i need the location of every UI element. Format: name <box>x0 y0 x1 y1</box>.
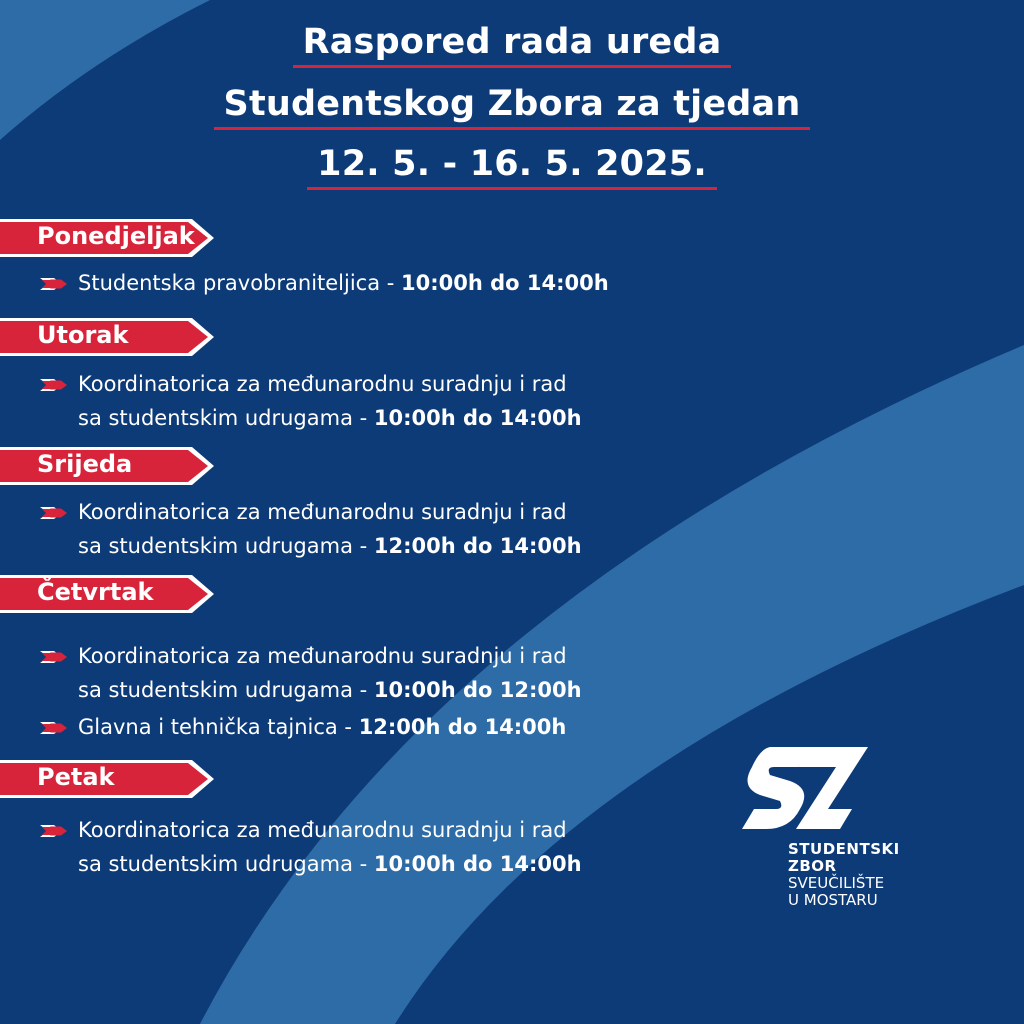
entry-text <box>78 710 740 744</box>
entry-text <box>78 813 740 881</box>
entry-time: 12:00h do 14:00h <box>358 715 567 739</box>
double-chevron-right-icon <box>40 379 70 391</box>
sz-logo <box>738 745 928 915</box>
double-chevron-right-icon <box>40 507 70 519</box>
day-label: Ponedjeljak <box>37 222 195 250</box>
schedule-entry <box>40 266 740 300</box>
double-chevron-right-icon <box>40 825 70 837</box>
entry-text <box>78 367 740 435</box>
entry-line: Koordinatorica za međunarodnu suradnju i rad <box>78 372 567 396</box>
entry-time: 10:00h do 14:00h <box>373 406 582 430</box>
day-label: Srijeda <box>37 450 133 478</box>
entry-text <box>78 266 740 300</box>
entry-time: 10:00h do 14:00h <box>401 271 609 295</box>
double-chevron-right-icon <box>40 651 70 663</box>
entry-line: Glavna i tehnička tajnica - <box>78 715 359 739</box>
entry-line: Koordinatorica za međunarodnu suradnju i rad <box>78 818 567 842</box>
logo-text-zbor: ZBOR <box>788 857 837 875</box>
day-label: Utorak <box>37 321 129 349</box>
entry-text <box>78 639 740 707</box>
entry-line: Koordinatorica za međunarodnu suradnju i rad <box>78 644 567 668</box>
day-tab-1 <box>0 318 216 356</box>
entry-text <box>78 495 740 563</box>
logo-text-mostar: U MOSTARU <box>788 891 878 909</box>
double-chevron-right-icon <box>40 722 70 734</box>
day-label: Petak <box>37 763 115 791</box>
title-line-3: 12. 5. - 16. 5. 2025. <box>0 144 1024 190</box>
double-chevron-right-icon <box>40 278 70 290</box>
title-line-1: Raspored rada ureda <box>0 22 1024 68</box>
schedule-entry <box>40 495 740 563</box>
entry-line: sa studentskim udrugama - <box>78 406 374 430</box>
title-line-2: Studentskog Zbora za tjedan <box>0 84 1024 130</box>
day-tab-0 <box>0 219 216 257</box>
entry-time: 10:00h do 12:00h <box>373 678 582 702</box>
schedule-entry <box>40 710 740 744</box>
entry-time: 12:00h do 14:00h <box>373 534 582 558</box>
day-label: Četvrtak <box>37 578 154 606</box>
day-tab-4 <box>0 760 216 798</box>
logo-text-studentski: STUDENTSKI <box>788 840 900 858</box>
entry-line: sa studentskim udrugama - <box>78 678 374 702</box>
sz-logo-icon <box>740 745 870 831</box>
entry-time: 10:00h do 14:00h <box>373 852 582 876</box>
day-tab-2 <box>0 447 216 485</box>
entry-line: sa studentskim udrugama - <box>78 534 374 558</box>
entry-line: sa studentskim udrugama - <box>78 852 374 876</box>
logo-text-sveuciliste: SVEUČILIŠTE <box>788 874 885 892</box>
schedule-entry <box>40 813 740 881</box>
day-tab-3 <box>0 575 216 613</box>
entry-line: Koordinatorica za međunarodnu suradnju i rad <box>78 500 567 524</box>
schedule-entry <box>40 367 740 435</box>
schedule-entry <box>40 639 740 707</box>
entry-line: Studentska pravobraniteljica - <box>78 271 402 295</box>
